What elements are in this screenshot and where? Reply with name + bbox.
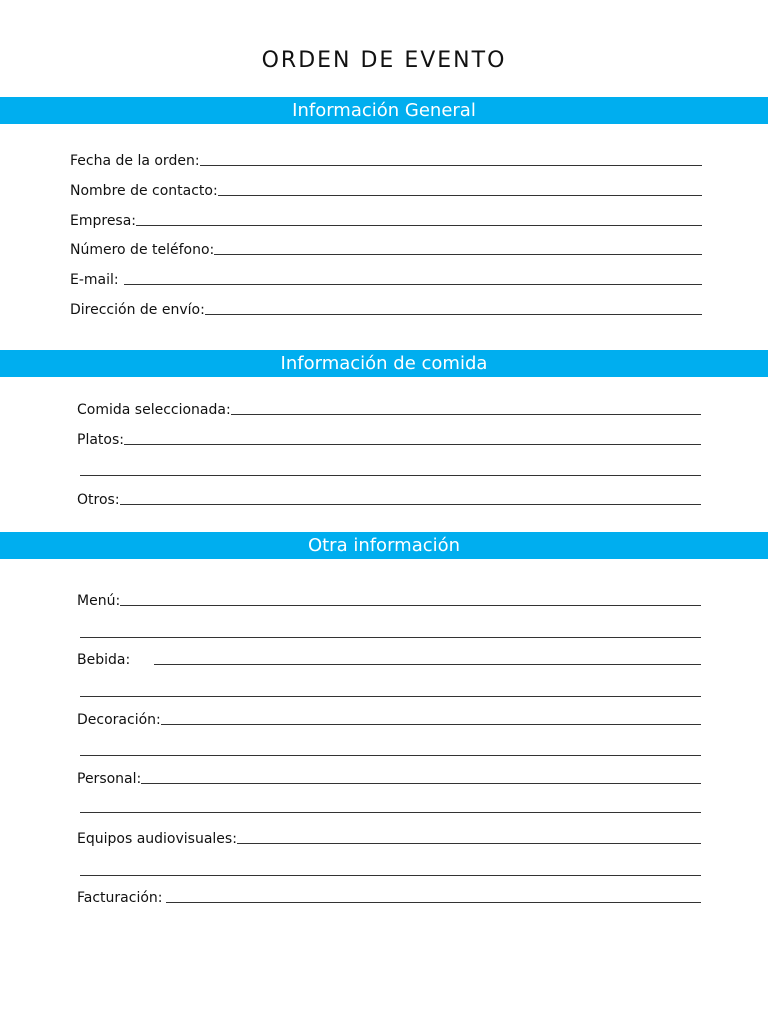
page-title: ORDEN DE EVENTO <box>261 48 507 73</box>
av-equipment-extra-line[interactable] <box>80 874 701 876</box>
field-label: Número de teléfono: <box>70 242 215 258</box>
field-row-drink <box>77 647 701 669</box>
av-equipment-input-line[interactable] <box>237 842 701 844</box>
section-header-food: Información de comida <box>0 350 768 377</box>
decoration-extra-line[interactable] <box>80 754 701 756</box>
field-row-phone <box>70 237 702 259</box>
section-header-other: Otra información <box>0 532 768 559</box>
field-label: Fecha de la orden: <box>70 153 200 169</box>
field-label: Otros: <box>77 492 120 508</box>
drink-input-line[interactable] <box>154 663 701 665</box>
others-input-line[interactable] <box>120 503 701 505</box>
selected-food-input-line[interactable] <box>231 413 701 415</box>
section-header-general: Información General <box>0 97 768 124</box>
field-label: Menú: <box>77 593 121 609</box>
field-label: Bebida: <box>77 652 131 668</box>
field-row-billing <box>77 885 701 907</box>
drink-extra-line[interactable] <box>80 695 701 697</box>
field-label: Equipos audiovisuales: <box>77 831 237 847</box>
field-label: Nombre de contacto: <box>70 183 218 199</box>
field-label: Facturación: <box>77 890 163 906</box>
menu-extra-line[interactable] <box>80 636 701 638</box>
field-row-shipping-address <box>70 297 702 319</box>
company-input-line[interactable] <box>136 224 702 226</box>
order-date-input-line[interactable] <box>200 164 702 166</box>
field-row-selected-food <box>77 397 701 419</box>
field-label: Platos: <box>77 432 124 448</box>
decoration-input-line[interactable] <box>161 723 701 725</box>
shipping-address-input-line[interactable] <box>205 313 702 315</box>
dishes-input-line[interactable] <box>124 443 701 445</box>
field-label: E-mail: <box>70 272 119 288</box>
field-row-order-date <box>70 148 702 170</box>
field-row-decoration <box>77 707 701 729</box>
field-label: Personal: <box>77 771 142 787</box>
field-label: Empresa: <box>70 213 137 229</box>
email-input-line[interactable] <box>124 283 702 285</box>
contact-name-input-line[interactable] <box>218 194 702 196</box>
phone-input-line[interactable] <box>214 253 702 255</box>
field-row-dishes <box>77 427 701 449</box>
field-row-menu <box>77 588 701 610</box>
field-label: Comida seleccionada: <box>77 402 231 418</box>
staff-input-line[interactable] <box>141 782 701 784</box>
field-row-contact-name <box>70 178 702 200</box>
field-row-others <box>77 487 701 509</box>
field-row-company <box>70 208 702 230</box>
billing-input-line[interactable] <box>166 901 701 903</box>
staff-extra-line[interactable] <box>80 811 701 813</box>
dishes-extra-line[interactable] <box>80 474 701 476</box>
field-row-av-equipment <box>77 826 701 848</box>
field-label: Dirección de envío: <box>70 302 205 318</box>
field-row-staff <box>77 766 701 788</box>
field-label: Decoración: <box>77 712 161 728</box>
menu-input-line[interactable] <box>120 604 701 606</box>
field-row-email <box>70 267 702 289</box>
